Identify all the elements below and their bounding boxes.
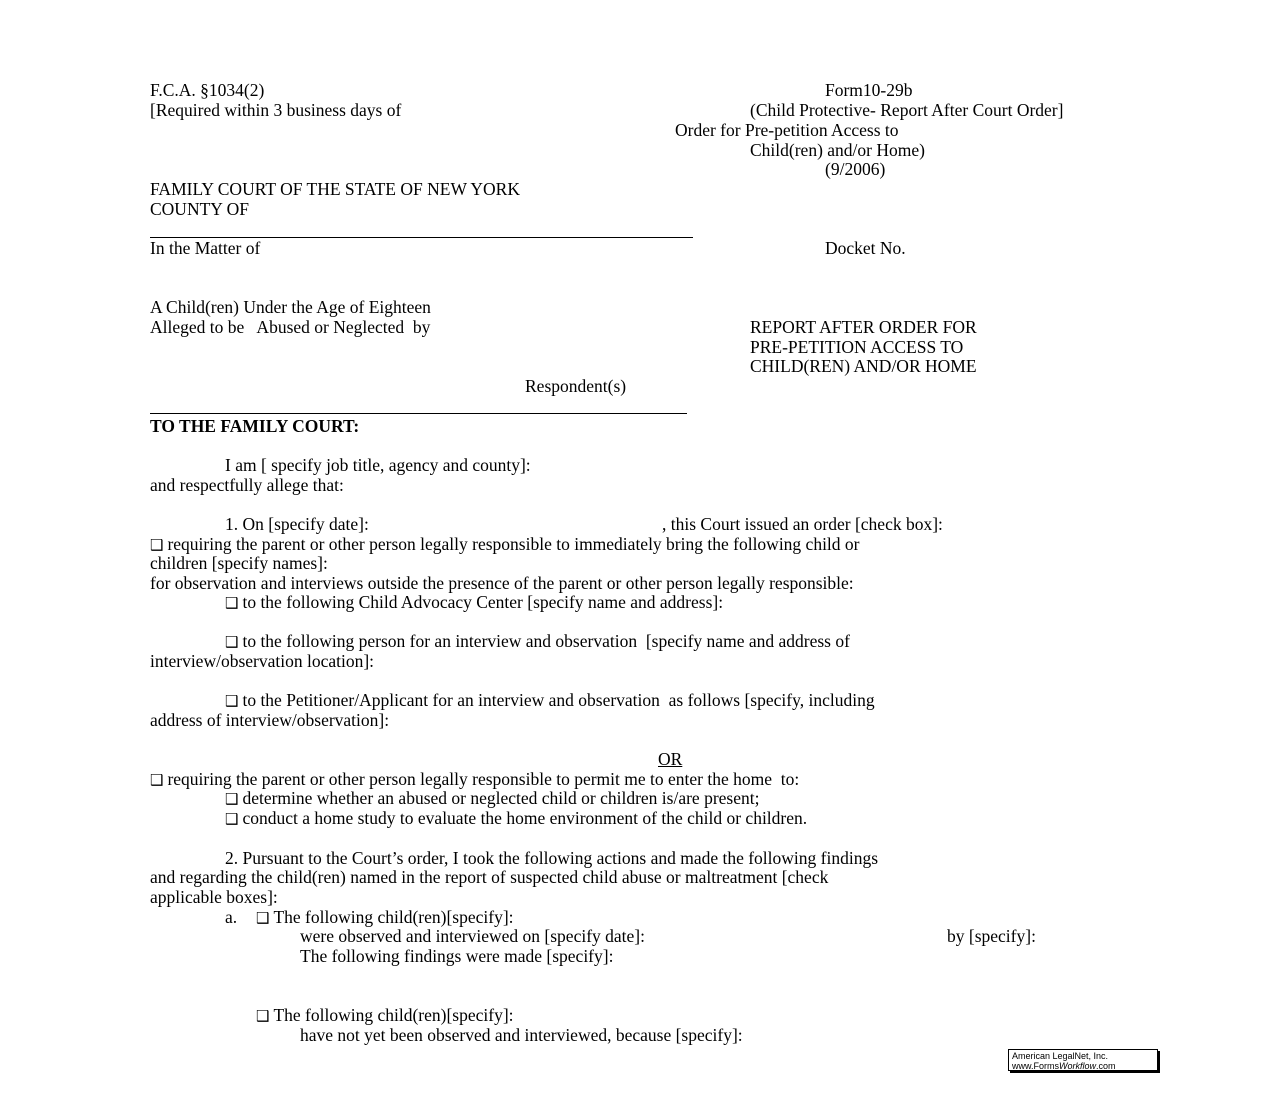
paragraph-2: and regarding the child(ren) named in the report of suspected child abuse or maltreatment [check: [150, 867, 829, 887]
form-date: (9/2006): [825, 159, 886, 179]
option-person-interview: ❑ to the following person for an interview and observation [specify name and address of: [225, 631, 850, 651]
matter-label: In the Matter of: [150, 238, 261, 258]
option-determine-presence: ❑ determine whether an abused or neglected child or children is/are present;: [225, 788, 760, 808]
report-title: PRE-PETITION ACCESS TO: [750, 337, 964, 357]
paragraph-2: 2. Pursuant to the Court’s order, I took the following actions and made the following findings: [225, 848, 879, 868]
or-separator: OR: [658, 749, 683, 769]
checkbox-icon[interactable]: ❑: [225, 692, 239, 710]
option-advocacy-center: ❑ to the following Child Advocacy Center [specify name and address]:: [225, 592, 724, 612]
checkbox-icon[interactable]: ❑: [256, 909, 270, 927]
caption-divider: [150, 413, 687, 414]
body-text: were observed and interviewed on [specify date]:: [300, 926, 645, 946]
checkbox-icon[interactable]: ❑: [150, 771, 164, 789]
child-description: A Child(ren) Under the Age of Eighteen: [150, 297, 431, 317]
option-children-not-observed: ❑ The following child(ren)[specify]:: [256, 1005, 514, 1025]
option-petitioner-interview: ❑ to the Petitioner/Applicant for an interview and observation as follows [specify, including: [225, 690, 875, 710]
checkbox-icon[interactable]: ❑: [225, 810, 239, 828]
item-a-label: a.: [225, 907, 238, 927]
body-text: The following findings were made [specify]:: [300, 946, 614, 966]
paragraph-2: applicable boxes]:: [150, 887, 278, 907]
form-number: Form10-29b: [825, 80, 913, 100]
option-bring-child: ❑ requiring the parent or other person legally responsible to immediately bring the following child or: [150, 534, 860, 554]
intro-text: I am [ specify job title, agency and county]:: [225, 455, 531, 475]
form-title-line: Order for Pre-petition Access to: [675, 120, 899, 140]
respondent-label: Respondent(s): [525, 376, 627, 396]
body-text: have not yet been observed and interviewed, because [specify]:: [300, 1025, 743, 1045]
checkbox-icon[interactable]: ❑: [225, 594, 239, 612]
child-description: Alleged to be Abused or Neglected by: [150, 317, 431, 337]
court-name: FAMILY COURT OF THE STATE OF NEW YORK: [150, 179, 520, 199]
form-title-line: Child(ren) and/or Home): [750, 140, 925, 160]
paragraph-1-order: , this Court issued an order [check box]:: [662, 514, 943, 534]
county-label: COUNTY OF: [150, 199, 250, 219]
checkbox-icon[interactable]: ❑: [225, 633, 239, 651]
body-text: interview/observation location]:: [150, 651, 375, 671]
body-text: children [specify names]:: [150, 553, 328, 573]
body-text: address of interview/observation]:: [150, 710, 390, 730]
publisher-badge: [1008, 1049, 1158, 1071]
docket-label: Docket No.: [825, 238, 906, 258]
required-note: [Required within 3 business days of: [150, 100, 402, 120]
body-text: for observation and interviews outside the presence of the parent or other person legally responsible:: [150, 573, 854, 593]
option-children-observed: ❑ The following child(ren)[specify]:: [256, 907, 514, 927]
checkbox-icon[interactable]: ❑: [150, 536, 164, 554]
report-title: REPORT AFTER ORDER FOR: [750, 317, 977, 337]
option-home-study: ❑ conduct a home study to evaluate the home environment of the child or children.: [225, 808, 808, 828]
body-text: by [specify]:: [947, 926, 1036, 946]
form-type: (Child Protective- Report After Court Order]: [750, 100, 1064, 120]
report-title: CHILD(REN) AND/OR HOME: [750, 356, 977, 376]
checkbox-icon[interactable]: ❑: [225, 790, 239, 808]
statute-citation: F.C.A. §1034(2): [150, 80, 265, 100]
option-enter-home: ❑ requiring the parent or other person legally responsible to permit me to enter the home to:: [150, 769, 800, 789]
paragraph-1-start: 1. On [specify date]:: [225, 514, 369, 534]
publisher-name: American LegalNet, Inc.: [1012, 1051, 1109, 1061]
intro-text: and respectfully allege that:: [150, 475, 344, 495]
publisher-website[interactable]: www.FormsWorkflow.com: [1012, 1061, 1116, 1071]
checkbox-icon[interactable]: ❑: [256, 1007, 270, 1025]
salutation: TO THE FAMILY COURT:: [150, 416, 360, 436]
